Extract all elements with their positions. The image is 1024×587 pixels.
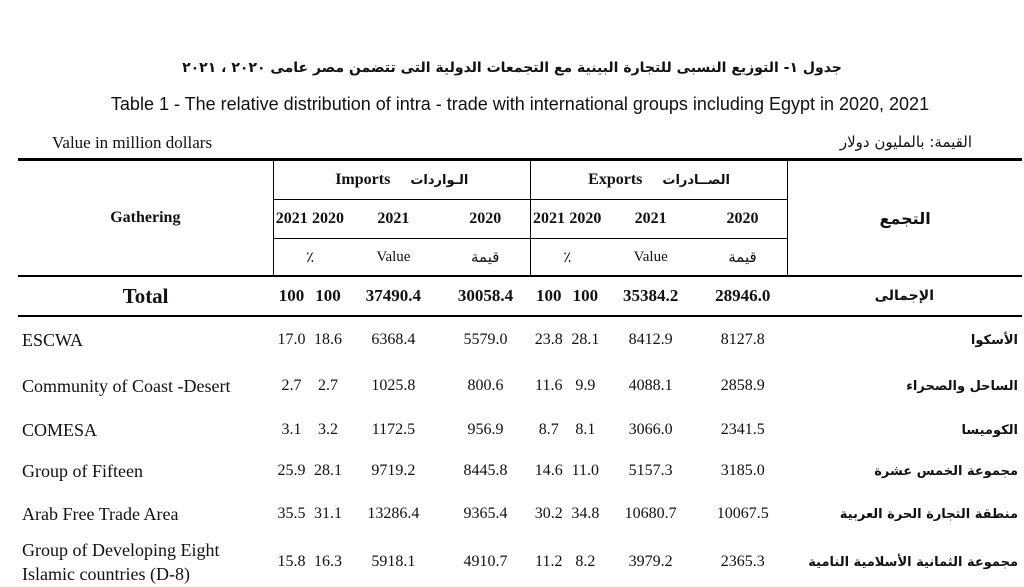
- cell: 8445.8: [463, 462, 508, 479]
- cell: 14.6: [534, 462, 563, 479]
- cell: 3.2: [318, 421, 339, 438]
- exp-val-2021-header: 2021: [604, 200, 698, 239]
- cell: 11.2: [535, 553, 563, 570]
- cell: 11.6: [535, 377, 563, 394]
- cell: 8.1: [575, 421, 596, 438]
- table-row: [18, 316, 1022, 363]
- title-english: Table 1 - The relative distribution of intra - trade with international groups including Egypt in 2020, 2021: [110, 94, 930, 114]
- cell: 3979.2: [628, 553, 673, 570]
- cell: 8.2: [575, 553, 596, 570]
- imp-pct-2020-header: 2020: [310, 200, 347, 239]
- cell: 8127.8: [720, 331, 765, 348]
- cell: 5918.1: [371, 553, 416, 570]
- cell: 28.1: [314, 462, 343, 479]
- cell: 3066.0: [628, 421, 673, 438]
- trade-table: [18, 158, 1022, 587]
- cell: 28.1: [571, 331, 600, 348]
- cell: 4910.7: [463, 553, 508, 570]
- cell: 100: [310, 276, 347, 316]
- row-name: Arab Free Trade Area: [22, 504, 179, 524]
- cell: 2341.5: [720, 421, 765, 438]
- table-row: [18, 409, 1022, 451]
- row-name-arabic: منطقة التجارة الحرة العربية: [839, 506, 1018, 522]
- cell: 2.7: [318, 377, 339, 394]
- imp-pct-2021-header: 2021: [273, 200, 310, 239]
- gathering-header-arabic: التجمع: [788, 160, 1022, 277]
- table-row: [18, 537, 1022, 587]
- row-name-arabic: الساحل والصحراء: [906, 378, 1018, 394]
- cell: 9365.4: [463, 505, 508, 522]
- cell: 28946.0: [698, 276, 788, 316]
- table-row: [18, 363, 1022, 409]
- imp-value-unit-arabic: قيمة: [470, 248, 500, 266]
- cell: 5157.3: [628, 462, 673, 479]
- exports-label-arabic: الصــادرات: [662, 173, 730, 188]
- cell: 34.8: [571, 505, 600, 522]
- row-name: ESCWA: [22, 330, 84, 350]
- exp-value-unit: Value: [633, 248, 668, 265]
- cell: 37490.4: [346, 276, 440, 316]
- imp-pct-unit: ٪: [273, 239, 346, 277]
- unit-note-arabic: القيمة: بالمليون دولار: [839, 133, 972, 151]
- imports-label-arabic: الـواردات: [410, 173, 469, 188]
- imp-value-unit: Value: [376, 248, 411, 265]
- cell: 8.7: [538, 421, 559, 438]
- cell: 8412.9: [628, 331, 673, 348]
- cell: 800.6: [467, 377, 504, 394]
- total-row: [18, 276, 1022, 316]
- imports-group-header: [273, 160, 530, 200]
- exp-pct-2020-header: 2020: [567, 200, 604, 239]
- cell: 30.2: [534, 505, 563, 522]
- cell: 30058.4: [440, 276, 530, 316]
- cell: 25.9: [277, 462, 306, 479]
- row-name-arabic: الكوميسا: [961, 422, 1018, 438]
- cell: 9719.2: [371, 462, 416, 479]
- cell: 3.1: [281, 421, 302, 438]
- cell: 5579.0: [463, 331, 508, 348]
- cell: 35.5: [277, 505, 306, 522]
- cell: 2.7: [281, 377, 302, 394]
- cell: 9.9: [575, 377, 596, 394]
- cell: 4088.1: [628, 377, 673, 394]
- cell: 17.0: [277, 331, 306, 348]
- cell: 18.6: [314, 331, 343, 348]
- cell: 23.8: [534, 331, 563, 348]
- row-name: COMESA: [22, 420, 98, 440]
- exports-label: Exports: [588, 171, 643, 188]
- exp-pct-2021-header: 2021: [530, 200, 567, 239]
- cell: 16.3: [314, 553, 343, 570]
- title-arabic: جدول ١- التوزيع النسبى للتجارة البينية مع التجمعات الدولية التى تتضمن مصر عامى ٢٠٢٠ ، ٢٠٢١: [182, 60, 842, 76]
- row-name-arabic: مجموعة الثمانية الأسلامية النامية: [808, 554, 1018, 570]
- row-name-arabic: الأسكوا: [970, 332, 1018, 348]
- table-row: [18, 491, 1022, 537]
- imp-val-2020-header: 2020: [440, 200, 530, 239]
- exports-group-header: [530, 160, 787, 200]
- table-row: [18, 451, 1022, 491]
- unit-note-english: Value in million dollars: [52, 133, 213, 152]
- cell: 2365.3: [720, 553, 765, 570]
- total-label-arabic: الإجمالى: [788, 276, 1022, 316]
- cell: 10067.5: [716, 505, 769, 522]
- cell: 11.0: [571, 462, 600, 479]
- gathering-header: Gathering: [18, 160, 273, 277]
- cell: 100: [567, 276, 604, 316]
- exp-pct-unit: ٪: [530, 239, 603, 277]
- cell: 2858.9: [720, 377, 765, 394]
- cell: 3185.0: [720, 462, 765, 479]
- row-name: Community of Coast -Desert: [22, 376, 231, 396]
- cell: 1172.5: [371, 421, 416, 438]
- cell: 956.9: [467, 421, 504, 438]
- exp-val-2020-header: 2020: [698, 200, 788, 239]
- cell: 13286.4: [367, 505, 420, 522]
- cell: 6368.4: [371, 331, 416, 348]
- cell: 1025.8: [371, 377, 416, 394]
- cell: 100: [530, 276, 567, 316]
- exp-value-unit-arabic: قيمة: [698, 239, 788, 277]
- row-name: Group of Developing Eight Islamic countries (D-8): [22, 540, 220, 584]
- row-name: Group of Fifteen: [22, 461, 143, 481]
- total-label: Total: [18, 276, 273, 316]
- row-name-arabic: مجموعة الخمس عشرة: [874, 463, 1018, 479]
- cell: 10680.7: [624, 505, 677, 522]
- cell: 15.8: [277, 553, 306, 570]
- imp-val-2021-header: 2021: [346, 200, 440, 239]
- cell: 100: [273, 276, 310, 316]
- cell: 31.1: [314, 505, 343, 522]
- cell: 35384.2: [604, 276, 698, 316]
- imports-label: Imports: [335, 171, 391, 188]
